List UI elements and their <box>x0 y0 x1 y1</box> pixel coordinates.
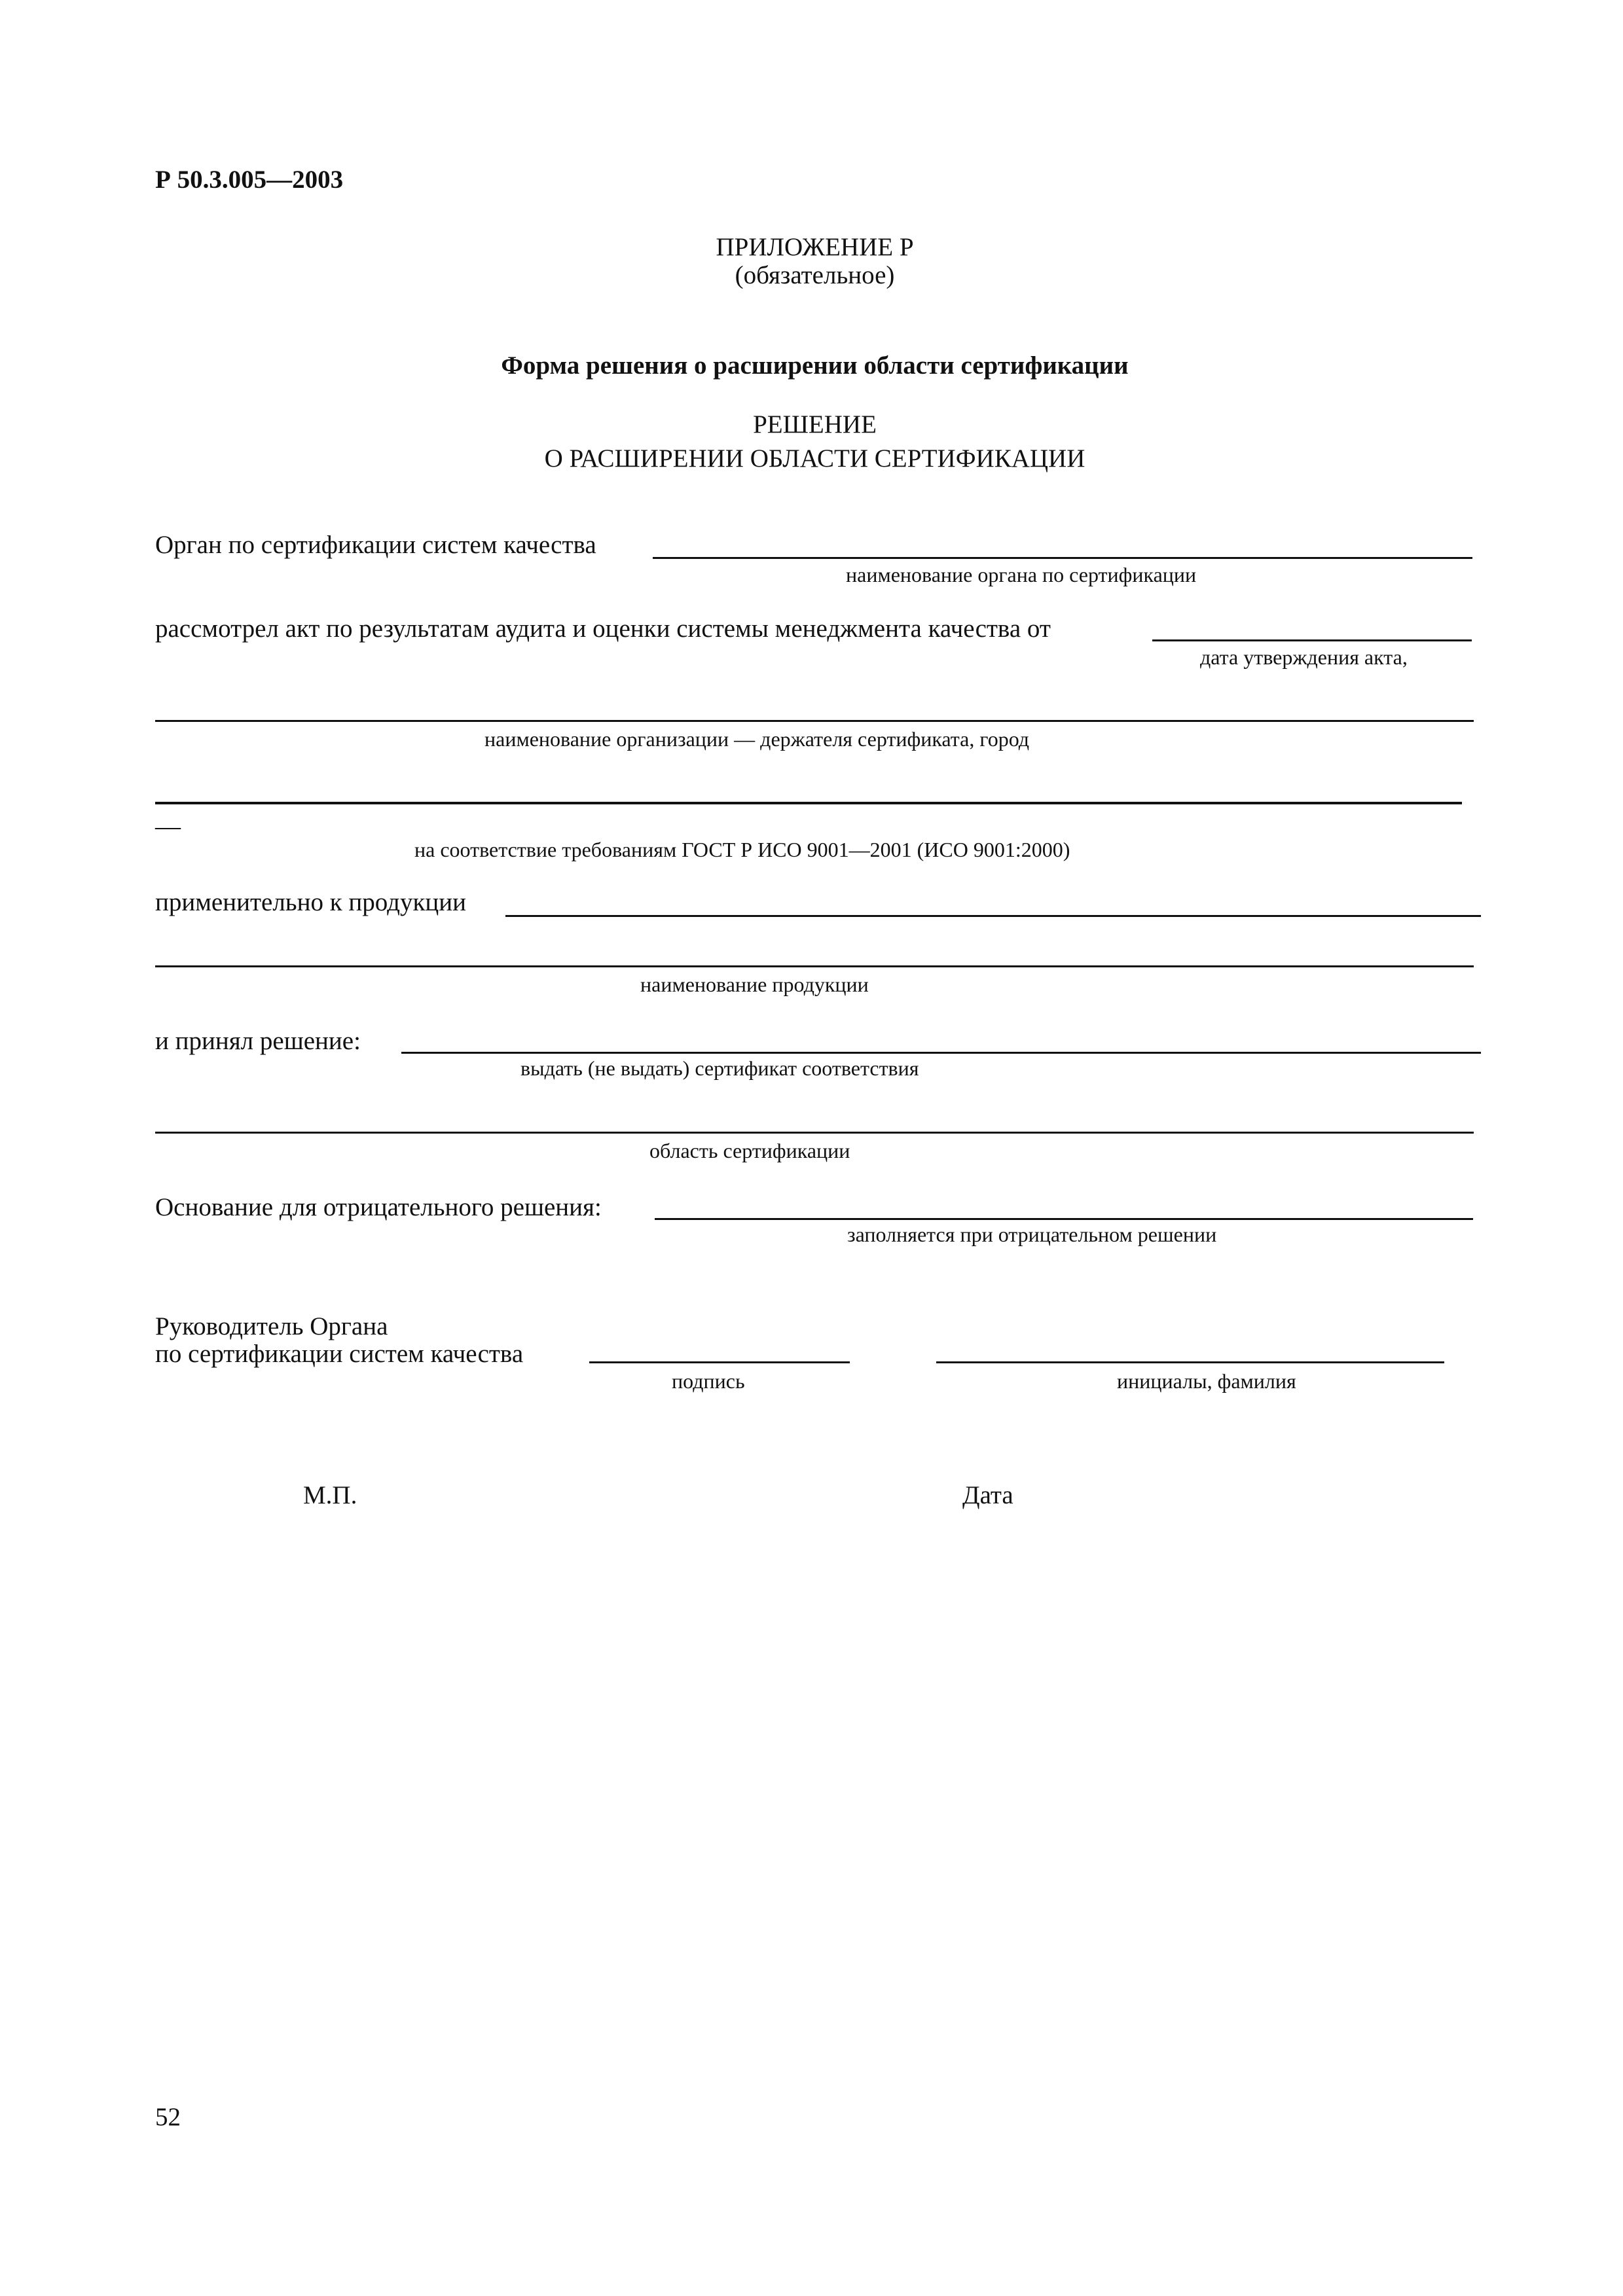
stamp-place: М.П. <box>303 1481 357 1509</box>
organ-label: Орган по сертификации систем качества <box>155 531 596 559</box>
scope-caption: область сертификации <box>649 1139 850 1162</box>
decision-label: и принял решение: <box>155 1027 361 1055</box>
dash-mark: — <box>155 812 181 840</box>
full-name-caption: инициалы, фамилия <box>1117 1369 1296 1393</box>
date-label: Дата <box>962 1481 1013 1509</box>
signature-field[interactable] <box>589 1361 850 1363</box>
product-caption: наименование продукции <box>640 973 869 996</box>
act-date-field[interactable] <box>1152 639 1472 641</box>
organ-name-field[interactable] <box>653 557 1472 559</box>
negative-basis-label: Основание для отрицательного решения: <box>155 1193 602 1221</box>
product-field-continued[interactable] <box>155 965 1474 967</box>
organization-field[interactable] <box>155 720 1474 722</box>
head-title-line2: по сертификации систем качества <box>155 1340 524 1368</box>
conformity-text: на соответствие требованиям ГОСТ Р ИСО 9001—2001 (ИСО 9001:2000) <box>414 838 1070 861</box>
negative-basis-field[interactable] <box>655 1218 1473 1220</box>
product-label: применительно к продукции <box>155 888 467 916</box>
organization-caption: наименование организации — держателя сертификата, город <box>484 727 1030 751</box>
negative-basis-caption: заполняется при отрицательном решении <box>847 1223 1217 1246</box>
head-title-line1: Руководитель Органа <box>155 1312 388 1340</box>
organ-name-caption: наименование органа по сертификации <box>846 563 1197 586</box>
decision-title: РЕШЕНИЕ <box>753 410 877 439</box>
appendix-title: ПРИЛОЖЕНИЕ Р <box>716 233 914 261</box>
form-heading: Форма решения о расширении области сертификации <box>501 351 1129 380</box>
decision-caption: выдать (не выдать) сертификат соответствия <box>520 1056 919 1080</box>
signature-caption: подпись <box>672 1369 745 1393</box>
document-number: Р 50.3.005—2003 <box>155 166 344 194</box>
decision-field[interactable] <box>401 1052 1481 1054</box>
page-number: 52 <box>155 2103 181 2131</box>
act-date-caption: дата утверждения акта, <box>1200 645 1408 669</box>
appendix-status: (обязательное) <box>735 261 895 289</box>
scope-field[interactable] <box>155 1132 1474 1134</box>
decision-subtitle: О РАСШИРЕНИИ ОБЛАСТИ СЕРТИФИКАЦИИ <box>544 444 1085 473</box>
reviewed-label: рассмотрел акт по результатам аудита и оценки системы менеджмента качества от <box>155 615 1051 643</box>
full-name-field[interactable] <box>936 1361 1444 1363</box>
organization-extra-field[interactable] <box>155 802 1462 804</box>
product-field[interactable] <box>505 915 1481 917</box>
